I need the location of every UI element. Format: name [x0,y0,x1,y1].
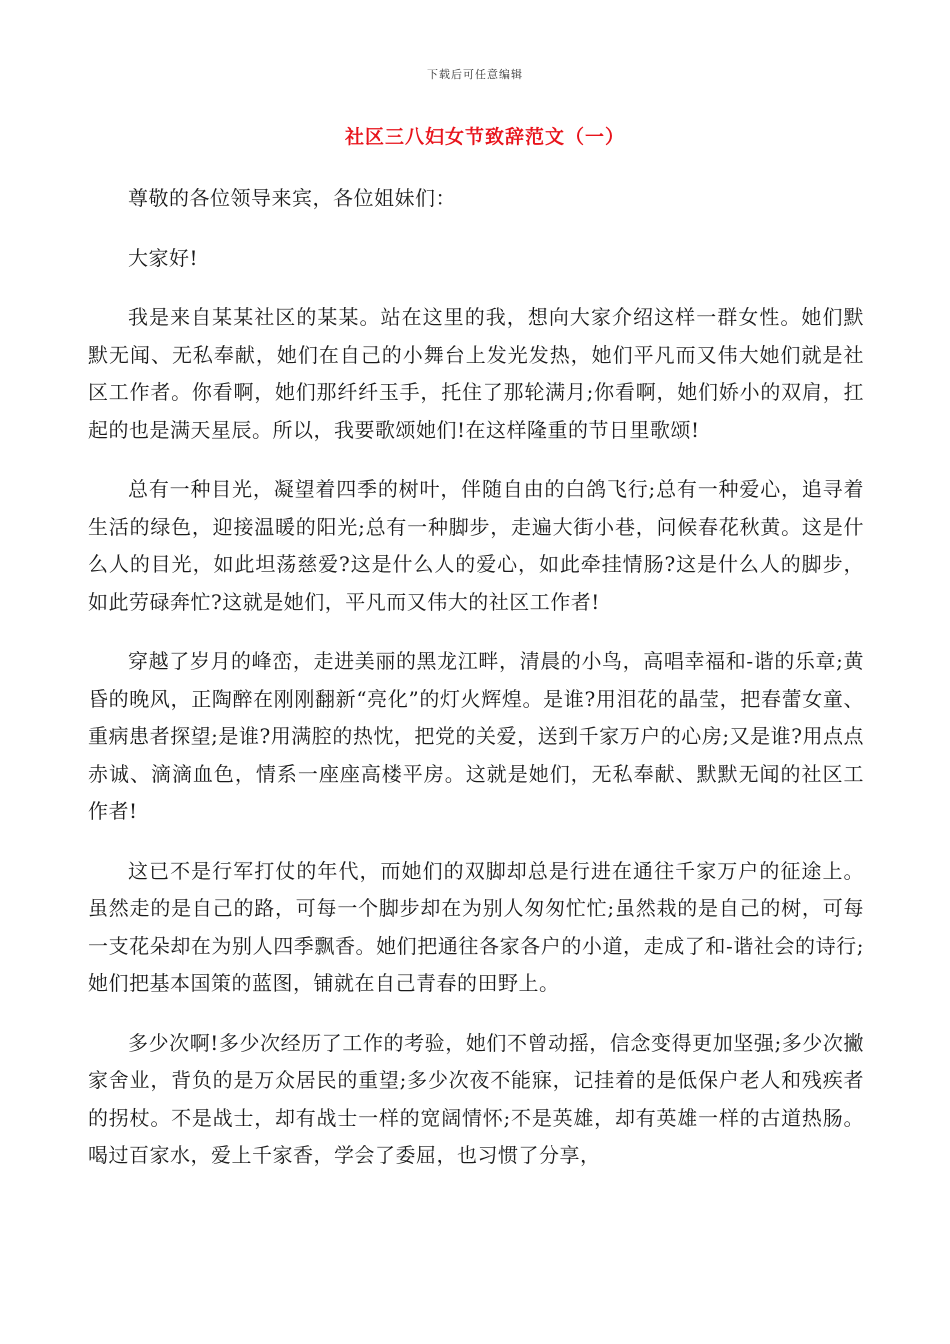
document-title: 社区三八妇女节致辞范文（一） [344,126,625,148]
paragraph: 穿越了岁月的峰峦，走进美丽的黑龙江畔，清晨的小鸟，高唱幸福和-谐的乐章;黄昏的晚风，正陶醉在刚刚翻新“亮化”的灯火辉煌。是谁?用泪花的晶莹，把春蕾女童、重病患者探望;是谁?用满腔的热忱，把党的关爱，送到千家万户的心房;又是谁?用点点赤诚、滴滴血色，情系一座座高楼平房。这就是她们，无私奉献、默默无闻的社区工作者! [88,649,864,823]
document-body [88,180,864,1197]
header-note: 下载后可任意编辑 [427,68,523,81]
paragraph: 多少次啊!多少次经历了工作的考验，她们不曾动摇，信念变得更加坚强;多少次撇家舍业，背负的是万众居民的重望;多少次夜不能寐，记挂着的是低保户老人和残疾者的拐杖。不是战士，却有战士一样的宽阔情怀;不是英雄，却有英雄一样的古道热肠。喝过百家水，爱上千家香，学会了委屈，也习惯了分享， [88,1030,864,1167]
paragraph: 这已不是行军打仗的年代，而她们的双脚却总是行进在通往千家万户的征途上。虽然走的是自己的路，可每一个脚步却在为别人匆匆忙忙;虽然栽的是自己的树，可每一支花朵却在为别人四季飘香。她们把通往各家各户的小道，走成了和-谐社会的诗行;她们把基本国策的蓝图，铺就在自己青春的田野上。 [88,858,864,995]
paragraph: 总有一种目光，凝望着四季的树叶，伴随自由的白鸽飞行;总有一种爱心，追寻着生活的绿色，迎接温暖的阳光;总有一种脚步，走遍大街小巷，问候春花秋黄。这是什么人的目光，如此坦荡慈爱?这是什么人的爱心，如此牵挂情肠?这是什么人的脚步，如此劳碌奔忙?这就是她们，平凡而又伟大的社区工作者! [88,477,864,614]
paragraph-greeting: 大家好! [128,245,199,270]
paragraph-salutation: 尊敬的各位领导来宾，各位姐妹们： [128,186,456,210]
paragraph: 我是来自某某社区的某某。站在这里的我，想向大家介绍这样一群女性。她们默默无闻、无私奉献，她们在自己的小舞台上发光发热，她们平凡而又伟大她们就是社区工作者。你看啊，她们那纤纤玉手，托住了那轮满月;你看啊，她们娇小的双肩，扛起的也是满天星辰。所以，我要歌颂她们!在这样隆重的节日里歌颂! [88,305,864,442]
